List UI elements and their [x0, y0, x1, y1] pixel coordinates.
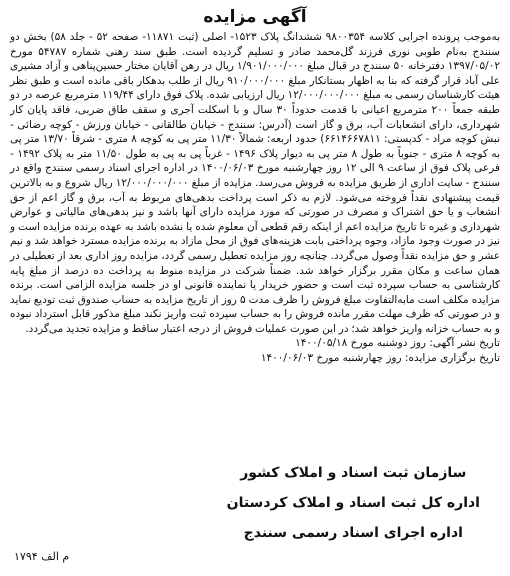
org-line-office: اداره اجرای اسناد رسمی سنندج — [243, 525, 463, 541]
issuing-organization — [227, 458, 480, 548]
publish-date: تاریخ نشر آگهی: روز دوشنبه مورخ ۱۴۰۰/۰۵/۱۸ — [295, 337, 500, 350]
org-line-national: سازمان ثبت اسناد و املاک کشور — [240, 465, 467, 481]
notice-title: آگهی مزایده — [203, 7, 307, 27]
auction-notice — [8, 6, 502, 570]
reference-number: م الف ۱۷۹۴ — [14, 550, 70, 563]
auction-date: تاریخ برگزاری مزایده: روز چهارشنبه مورخ ۱۴۰۰/۰۶/۰۳ — [260, 352, 500, 365]
org-line-provincial: اداره کل ثبت اسناد و املاک کردستان — [226, 495, 480, 511]
notice-footer — [8, 458, 502, 568]
notice-body: به‌موجب پرونده اجرایی کلاسه ۹۸۰۰۳۵۴ ششدانگ پلاک ۱۵۲۳- اصلی (ثبت ۱۱۸۷۱- صفحه ۵۲ - جلد ۵۸) بخش دو سنندج به‌نام طوبی نوری فرزند گل‌محمد صادر و تسلیم گردیده است. طبق سند رهنی شماره ۵۴۷۸۷ مورخ ۱۳۹۷/۰۵/۰۲ دفترخانه ۵۰ سنندج در قبال مبلغ ۱/۹۰۱/۰۰۰/۰۰۰ ریال در رهن آقایان مختار حسین‌پناهی و آزاد مشیری علی آباد قرار گرفته که بنا به اظهار بستانکار مبلغ ۹۱۰/۰۰۰/۰۰۰ ریال از طلب بدهکار باقی مانده است و طبق نظر هیئت کارشناسان رسمی به مبلغ ۱۲/۰۰۰/۰۰۰/۰۰۰ ریال ارزیابی شده. پلاک فوق دارای ۱۱۹/۴۴ مترمربع عرصه در دو طبقه جمعاً ۲۰۰ مترمربع اعیانی با قدمت حدوداً ۳۰ سال و با اسکلت آجری و سقف طاق ضربی، فاقد پایان کار شهرداری، دارای انشعابات آب، برق و گاز است (آدرس: سنندج - خیابان طالقانی - خیابان ورزش - کوچه رضائی - نبش کوچه مراد - کدپستی: ۶۶۱۴۶۶۷۸۱۱) حدود اربعه: شمالاً ۱۱/۳۰ متر پی به کوچه ۸ متری - شرقاً ۱۳/۷۰ متر پی به کوچه ۸ متری - جنوباً به طول ۸ متر پی به دیوار پلاک ۱۴۹۶ - غرباً پی به پی به طول ۱۱/۵۰ متر به پلاک ۱۴۹۲ - فرعی پلاک فوق از ساعت ۹ الی ۱۲ روز چهارشنبه مورخ ۱۴۰۰/۰۶/۰۳ در اداره اجرای اسناد رسمی سنندج واقع در سنندج - سایت اداری از طریق مزایده به فروش می‌رسد. مزایده از مبلغ ۱۲/۰۰۰/۰۰۰/۰۰۰ ریال شروع و به بالاترین قیمت پیشنهادی نقداً فروخته می‌شود. لازم به ذکر است پرداخت بدهی‌های مربوط به آب، برق و گاز اعم از حق انشعاب و یا حق اشتراک و مصرف در صورتی که مورد مزایده دارای آنها باشد و نیز بدهی‌های مالیاتی و عوارض شهرداری و غیره تا تاریخ مزایده اعم از اینکه رقم قطعی آن معلوم شده یا نشده باشد به عهده برنده مزایده است و نیز در صورت وجود مازاد، وجوه پرداختی بابت هزینه‌های فوق از محل مازاد به برنده مزایده مسترد خواهد شد و نیم عشر و حق مزایده نقداً وصول می‌گردد. چنانچه روز مزایده تعطیل رسمی گردد، مزایده روز اداری بعد از تعطیلی در همان ساعت و مکان مقرر برگزار خواهد شد. ضمناً شرکت در مزایده منوط به پرداخت ده درصد از مبلغ پایه کارشناسی به حساب سپرده ثبت است و حضور خریدار یا نماینده قانونی او در جلسه مزایده الزامی است. برنده مزایده مکلف است ما‌به‌التفاوت مبلغ فروش را ظرف مدت ۵ روز از تاریخ مزایده به حساب صندوق ثبت تودیع نماید و در صورتی که ظرف مهلت مقرر مانده فروش را به حساب سپرده ثبت واریز نکند مبلغ مذکور قابل استرداد نبوده و به حساب خزانه واریز خواهد شد؛ در این صورت عملیات فروش از درجه اعتبار ساقط و مزایده تجدید می‌گردد. — [10, 31, 500, 335]
